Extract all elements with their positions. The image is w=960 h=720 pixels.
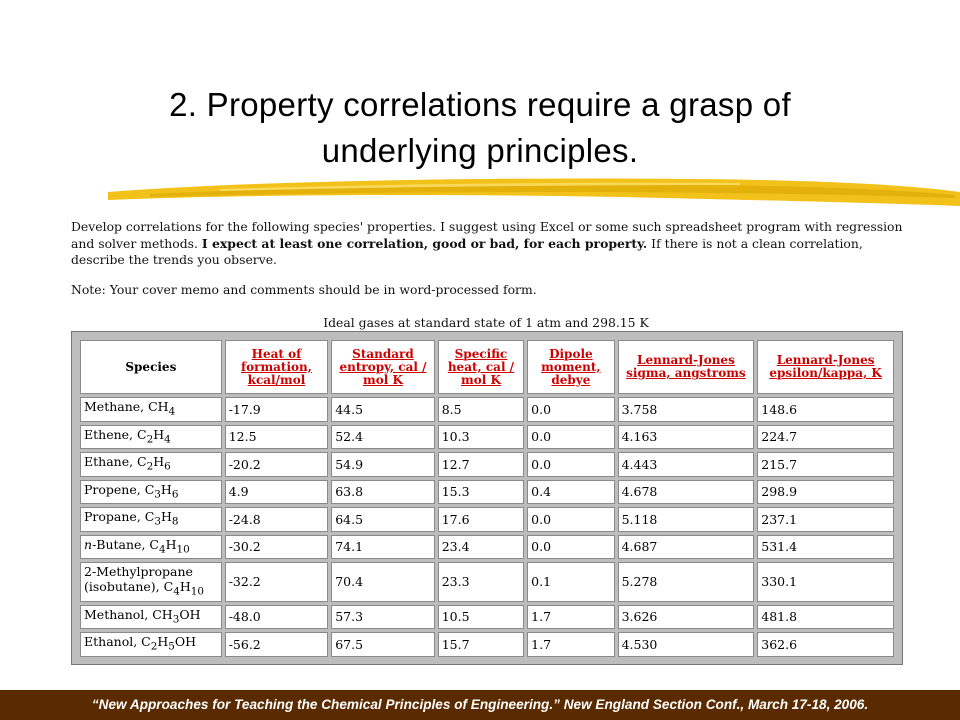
table-caption: Ideal gases at standard state of 1 atm and 298.15 K xyxy=(323,315,649,330)
table-row xyxy=(80,562,894,602)
value-cell: 12.7 xyxy=(438,452,524,477)
assignment-intro: Develop correlations for the following species' properties. I suggest using Excel or some such spreadsheet program with regression and solver methods. xyxy=(71,219,903,251)
value-cell: 0.4 xyxy=(527,480,614,505)
value-cell: 0.0 xyxy=(527,397,614,422)
assignment-note: Note: Your cover memo and comments should be in word-processed form. xyxy=(71,281,537,297)
value-cell: 5.118 xyxy=(618,507,755,532)
species-cell: Ethane, $C_2H_6$ xyxy=(80,452,222,477)
species-cell: Ethanol, $C_2H_5OH$ xyxy=(80,632,222,657)
footer-citation-bar xyxy=(0,690,960,720)
value-cell: 4.530 xyxy=(618,632,755,657)
species-cell: Propane, $C_3H_8$ xyxy=(80,507,222,532)
slide-title-line2: underlying principles. xyxy=(321,132,639,169)
value-cell: -48.0 xyxy=(225,605,329,630)
header-standard-entropy-link[interactable]: Standard entropy, cal / mol K xyxy=(331,340,435,394)
footer-citation: “New Approaches for Teaching the Chemical Principles of Engineering.” New England Section Conf., March 17-18, 2006. xyxy=(91,697,869,712)
value-cell: 0.1 xyxy=(527,562,614,602)
value-cell: 531.4 xyxy=(757,535,894,560)
value-cell: 4.678 xyxy=(618,480,755,505)
value-cell: 237.1 xyxy=(757,507,894,532)
value-cell: 0.0 xyxy=(527,535,614,560)
value-cell: 15.3 xyxy=(438,480,524,505)
assignment-outro: If there is not a clean correlation, describe the trends you observe. xyxy=(71,235,863,267)
table-row xyxy=(80,507,894,532)
assignment-emphasis: I expect at least one correlation, good or bad, for each property. xyxy=(201,235,648,251)
value-cell: 148.6 xyxy=(757,397,894,422)
species-cell: 2-Methylpropane (isobutane), $C_4H_{10}$ xyxy=(80,562,222,602)
value-cell: 224.7 xyxy=(757,425,894,450)
value-cell: 0.0 xyxy=(527,452,614,477)
value-cell: 10.5 xyxy=(438,605,524,630)
value-cell: -32.2 xyxy=(225,562,329,602)
slide-title-line1: 2. Property correlations require a grasp of xyxy=(169,86,791,123)
value-cell: 4.163 xyxy=(618,425,755,450)
value-cell: 64.5 xyxy=(331,507,435,532)
value-cell: -17.9 xyxy=(225,397,329,422)
species-cell: Propene, $C_3H_6$ xyxy=(80,480,222,505)
species-cell: n-Butane, $C_4H_{10}$ xyxy=(80,535,222,560)
value-cell: 74.1 xyxy=(331,535,435,560)
value-cell: 10.3 xyxy=(438,425,524,450)
species-cell: Methane, $CH_4$ xyxy=(80,397,222,422)
value-cell: 23.4 xyxy=(438,535,524,560)
brush-stroke-divider xyxy=(0,172,960,218)
value-cell: 5.278 xyxy=(618,562,755,602)
value-cell: 1.7 xyxy=(527,632,614,657)
table-row xyxy=(80,397,894,422)
assignment-paragraph xyxy=(71,219,911,269)
value-cell: 57.3 xyxy=(331,605,435,630)
table-row xyxy=(80,425,894,450)
value-cell: 481.8 xyxy=(757,605,894,630)
table-row xyxy=(80,452,894,477)
properties-table xyxy=(77,337,897,660)
table-row xyxy=(80,632,894,657)
value-cell: 1.7 xyxy=(527,605,614,630)
header-dipole-moment-link[interactable]: Dipole moment, debye xyxy=(527,340,614,394)
value-cell: 0.0 xyxy=(527,507,614,532)
value-cell: 15.7 xyxy=(438,632,524,657)
value-cell: 3.626 xyxy=(618,605,755,630)
table-row xyxy=(80,535,894,560)
value-cell: -56.2 xyxy=(225,632,329,657)
value-cell: 3.758 xyxy=(618,397,755,422)
header-species: Species xyxy=(80,340,222,394)
table-row xyxy=(80,480,894,505)
species-cell: Ethene, $C_2H_4$ xyxy=(80,425,222,450)
value-cell: 4.687 xyxy=(618,535,755,560)
species-cell: Methanol, $CH_3OH$ xyxy=(80,605,222,630)
value-cell: -30.2 xyxy=(225,535,329,560)
value-cell: 44.5 xyxy=(331,397,435,422)
value-cell: 362.6 xyxy=(757,632,894,657)
value-cell: 298.9 xyxy=(757,480,894,505)
header-lj-sigma-link[interactable]: Lennard-Jones sigma, angstroms xyxy=(618,340,755,394)
value-cell: 67.5 xyxy=(331,632,435,657)
header-specific-heat-link[interactable]: Specific heat, cal / mol K xyxy=(438,340,524,394)
value-cell: 23.3 xyxy=(438,562,524,602)
value-cell: -24.8 xyxy=(225,507,329,532)
header-lj-epsilon-link[interactable]: Lennard-Jones epsilon/kappa, K xyxy=(757,340,894,394)
slide-title xyxy=(0,82,960,174)
value-cell: -20.2 xyxy=(225,452,329,477)
value-cell: 4.9 xyxy=(225,480,329,505)
value-cell: 63.8 xyxy=(331,480,435,505)
value-cell: 215.7 xyxy=(757,452,894,477)
value-cell: 17.6 xyxy=(438,507,524,532)
value-cell: 330.1 xyxy=(757,562,894,602)
value-cell: 0.0 xyxy=(527,425,614,450)
value-cell: 12.5 xyxy=(225,425,329,450)
properties-table-frame xyxy=(71,331,903,665)
value-cell: 52.4 xyxy=(331,425,435,450)
table-header-row xyxy=(80,340,894,394)
assignment-text xyxy=(71,219,911,298)
header-heat-of-formation-link[interactable]: Heat of formation, kcal/mol xyxy=(225,340,329,394)
value-cell: 4.443 xyxy=(618,452,755,477)
value-cell: 70.4 xyxy=(331,562,435,602)
table-row xyxy=(80,605,894,630)
value-cell: 8.5 xyxy=(438,397,524,422)
value-cell: 54.9 xyxy=(331,452,435,477)
